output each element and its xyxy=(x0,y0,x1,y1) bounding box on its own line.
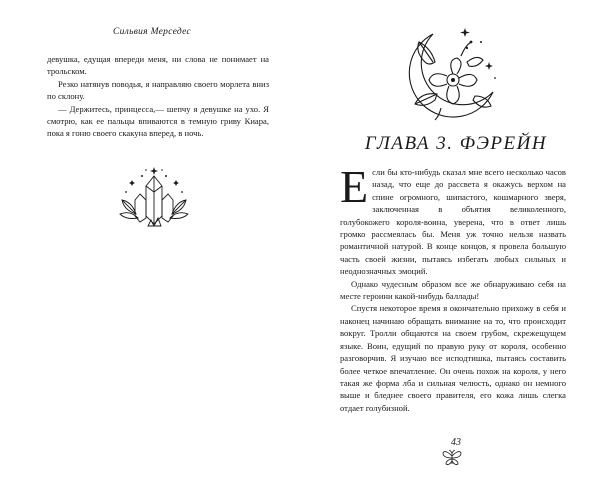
left-page-text xyxy=(47,53,269,140)
drop-cap: Е xyxy=(340,161,369,212)
paragraph: Однако чудесным образом все же обнаруживаю себя на месте героини какой-нибудь баллады! xyxy=(340,278,566,302)
right-page-text xyxy=(340,161,566,414)
running-head: Сильвия Мерседес xyxy=(112,27,192,37)
chapter-title: ГЛАВА 3. ФЭРЕЙН xyxy=(364,133,548,154)
paragraph: девушка, едущая впереди меня, ни слова не понимает на трольском. xyxy=(47,54,269,77)
paragraph: — Держитесь, принцесса,— шепчу я девушке на ухо. Я смотрю, как ее пальцы впиваются в темную гриву Киара, пока я гоню своего скакуна вперед, в ночь. xyxy=(47,103,269,139)
paragraph-text: сли бы кто-нибудь сказал мне всего несколько часов назад, что еще до рассвета я окажусь верхом на спине огромного, шипастого, кошмарного зверя, заключенная в объятия великоленного, голубокожего короля-воина, уверена, что в ответ лишь громко рассмеялась бы. Меня уж точно нельзя назвать романтичной натурой. В конце концов, я провела большую часть своей жизни, пытаясь избегать любых сильных и неоднозначных эмоций. xyxy=(340,167,566,277)
crescent-moon-flower-icon xyxy=(395,22,505,122)
paragraph: Резко натянув поводья, я направляю своего морлета вниз по склону. xyxy=(47,78,269,102)
paragraph: Спустя некоторое время я окончательно прихожу в себя и наконец начинаю обращать внимание на то, что происходит вокруг. Тролли общаются на своем грубом, скрежещущем языке. Воин, едущий по правую руку от короля, особенно разговорчив. Я изучаю все исподтишка, пытаясь составить более четкое впечатление. Он очень похож на короля, у него такая же форма лба и сильная челюсть, однако он немного выше и бледнее своего правителя, его кожа лишь слегка отдает голубизной. xyxy=(340,303,566,413)
butterfly-icon xyxy=(441,449,463,467)
first-paragraph xyxy=(340,161,566,278)
page-number: 43 xyxy=(451,437,461,448)
crystal-cluster-icon xyxy=(118,166,190,230)
